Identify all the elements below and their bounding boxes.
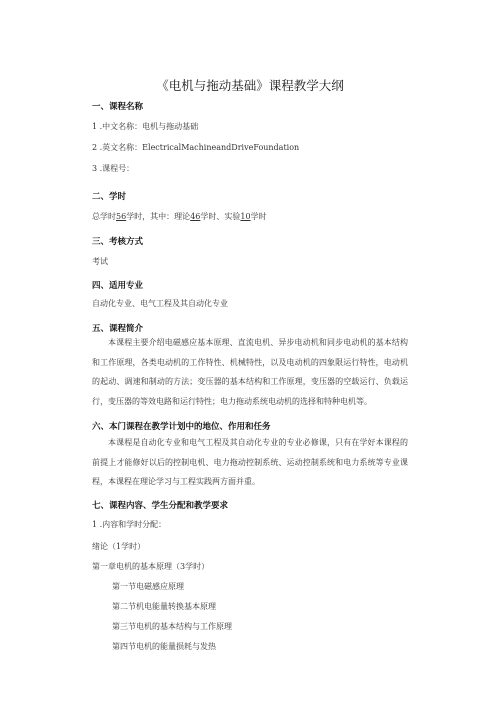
section-heading-role: 六、本门课程在教学计划中的地位、作用和任务: [92, 422, 271, 432]
total-hours: 56: [116, 212, 127, 221]
section-heading-majors: 四、适用专业: [92, 281, 144, 291]
section-heading-hours: 二、学时: [92, 192, 127, 202]
section-line: 第一节电磁感应原理: [112, 582, 184, 591]
chapter-1-line: 第一章电机的基本原理（3学时）: [92, 562, 210, 571]
section-line: 第三节电机的基本结构与工作原理: [112, 622, 232, 631]
section-line: 第四节电机的能量损耗与发热: [112, 642, 216, 651]
hours-text-4: 学时: [250, 212, 267, 221]
section-heading-course-name: 一、课程名称: [92, 102, 144, 112]
chinese-name-line: 1 .中文名称：电机与拖动基础: [92, 122, 199, 131]
course-role-paragraph: 本课程是自动化专业和电气工程及其自动化专业的专业必修课，只有在学好本课程的前提上才能修好以后的控制电机、电力拖动控制系统、运动控制系统和电力系统等专业课程，本课程在理论学习与工程实践两方面并重。: [92, 438, 408, 486]
introduction-line: 绪论（1学时）: [92, 542, 146, 551]
english-name-line: 2 .英文名称：ElectricalMachineandDriveFoundation: [92, 143, 300, 152]
hours-text-3: 学时、实验: [200, 212, 241, 221]
section-line: 第二节机电能量转换基本原理: [112, 602, 216, 611]
lab-hours: 10: [240, 212, 251, 221]
course-intro-paragraph: 本课程主要介绍电磁感应基本原理、直流电机、异步电动机和同步电动机的基本结构和工作原理，各类电动机的工作特性、机械特性，以及电动机的四象限运行特性，电动机的起动、调速和制动的方法；变压器的基本结构和工作原理，变压器的空载运行、负载运行，变压器的等效电路和运行特性；电力拖动系统电动机的选择和特种电机等。: [92, 338, 408, 406]
hours-text-2: 学时，其中：理论: [126, 212, 191, 221]
content-allocation-line: 1 .内容和学时分配：: [92, 520, 167, 529]
section-heading-intro: 五、课程简介: [92, 324, 144, 334]
hours-text-1: 总学时: [92, 212, 116, 221]
hours-line: [92, 211, 267, 222]
assessment-text: 考试: [92, 257, 108, 266]
document-title: 《电机与拖动基础》课程教学大纲: [156, 78, 344, 93]
majors-text: 自动化专业、电气工程及其自动化专业: [92, 299, 228, 308]
course-number-line: 3 .课程号：: [92, 164, 135, 173]
section-heading-content: 七、课程内容、学生分配和教学要求: [92, 501, 229, 511]
theory-hours: 46: [190, 212, 201, 221]
section-heading-assessment: 三、考核方式: [92, 237, 144, 247]
